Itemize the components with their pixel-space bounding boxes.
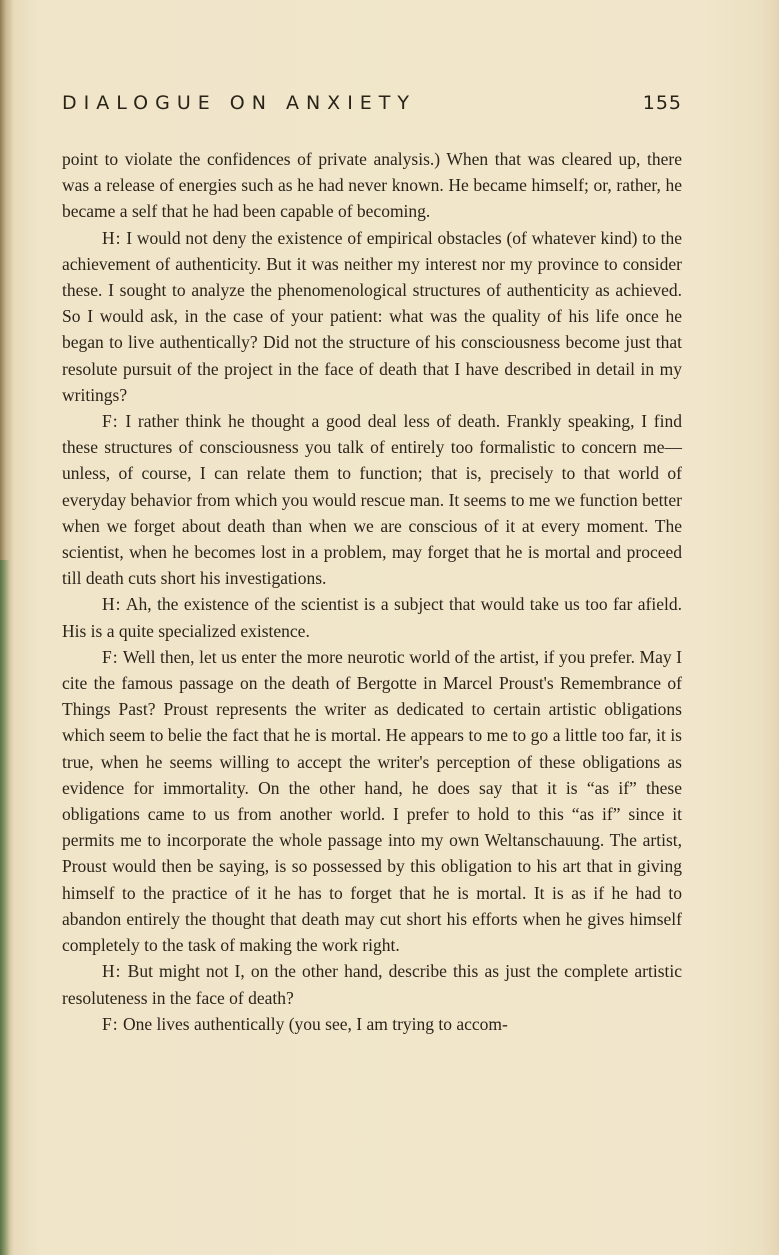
speaker-label: F: bbox=[102, 1013, 119, 1034]
paragraph-text: Well then, let us enter the more neurotic world of the artist, if you prefer. May I cite the famous passage on the death of Bergotte in Marcel Proust's Remembrance of Things Past? Proust represents the writer as dedicated to certain artistic obligations which seem to belie the fact that he is mortal. He appears to me to go a little too far, it is true, when he seems willing to accept the writer's perception of these obligations as evidence for immortality. On the other hand, he does say that it is “as if” these obligations came to us from another world. I prefer to hold to this “as if” since it permits me to incorporate the whole passage into my own Weltanschauung. The artist, Proust would then be saying, is so possessed by this obligation to his art that in giving himself to the practice of it he has to forget that he is mortal. It is as if he had to abandon entirely the thought that death may cut short his efforts when he gives himself completely to the task of making the work right. bbox=[62, 646, 683, 956]
paragraph bbox=[62, 146, 682, 225]
speaker-label: F: bbox=[102, 646, 119, 667]
running-title: DIALOGUE ON ANXIETY bbox=[62, 92, 417, 114]
paragraph-text: point to violate the confidences of private analysis.) When that was cleared up, there was a release of energies such as he had never known. He became himself; or, rather, he became a self that he had been capable of becoming. bbox=[62, 149, 682, 222]
paragraph-text: Ah, the existence of the scientist is a subject that would take us too far afield. His is a quite specialized existence. bbox=[62, 594, 682, 641]
paragraph bbox=[62, 408, 682, 591]
page-number: 155 bbox=[642, 92, 682, 114]
speaker-label: H: bbox=[102, 961, 122, 982]
paragraph bbox=[62, 591, 682, 643]
body-text bbox=[62, 146, 682, 1037]
paragraph bbox=[62, 225, 682, 408]
paragraph bbox=[62, 1011, 682, 1037]
paragraph bbox=[62, 958, 682, 1010]
page-edge-shadow bbox=[0, 560, 10, 1255]
paragraph bbox=[62, 644, 682, 958]
paragraph-text: I rather think he thought a good deal less of death. Frankly speaking, I find these structures of consciousness you talk of entirely too formalistic to concern me—unless, of course, I can relate them to function; that is, precisely to that world of everyday behavior from which you would rescue man. It seems to me we function better when we forget about death than when we are conscious of it at every moment. The scientist, when he becomes lost in a problem, may forget that he is mortal and proceed till death cuts short his investigations. bbox=[62, 411, 682, 589]
page-header bbox=[62, 92, 682, 122]
paragraph-text: One lives authentically (you see, I am trying to accom- bbox=[122, 1013, 508, 1034]
paragraph-text: I would not deny the existence of empirical obstacles (of whatever kind) to the achievement of authenticity. But it was neither my interest nor my province to consider these. I sought to analyze the phenomenological structures of authenticity as achieved. So I would ask, in the case of your patient: what was the quality of his life once he began to live authentically? Did not the structure of his consciousness become just that resolute pursuit of the project in the face of death that I have described in detail in my writings? bbox=[62, 227, 683, 405]
paragraph-text: But might not I, on the other hand, describe this as just the complete artistic resoluteness in the face of death? bbox=[62, 961, 682, 1008]
speaker-label: F: bbox=[102, 411, 119, 432]
speaker-label: H: bbox=[102, 227, 122, 248]
speaker-label: H: bbox=[102, 594, 122, 615]
